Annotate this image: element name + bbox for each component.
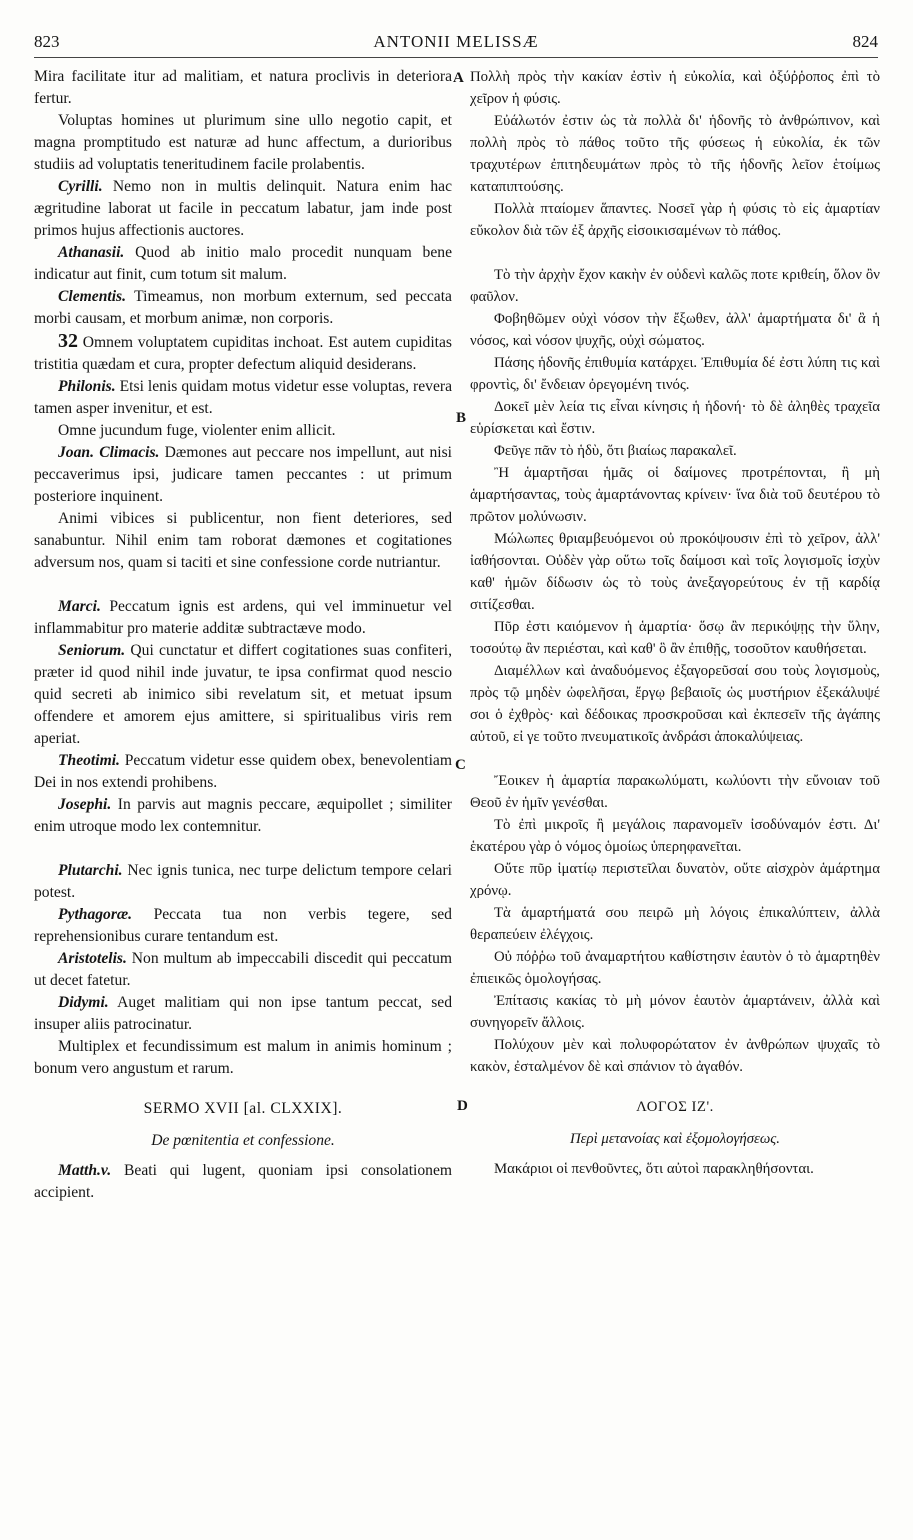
latin-paragraph: Philonis. Etsi lenis quidam motus videtur esse voluptas, revera tamen asper invenitur, et est.: [34, 378, 453, 417]
margin-letter-c: C: [455, 757, 466, 773]
author-citation: Plutarchi.: [58, 862, 123, 879]
section-number: 32: [58, 330, 78, 352]
page-number-left: 823: [34, 32, 60, 51]
latin-paragraph: Aristotelis. Non multum ab impeccabili discedit qui peccatum ut decet fatetur.: [34, 950, 452, 989]
author-citation: Josephi.: [58, 796, 112, 813]
author-citation: Matth.v.: [58, 1162, 112, 1179]
author-citation: Marci.: [58, 598, 101, 615]
greek-paragraph: Δοκεῖ μὲν λεία τις εἶναι κίνησις ἡ ἡδονή· τὸ δὲ ἀληθὲς τραχεῖα εὑρίσκεται καὶ ἔστιν.: [470, 399, 880, 437]
latin-paragraph: Theotimi. Peccatum videtur esse quidem obex, benevolentiam Dei in nos extendi prohibens.: [34, 752, 452, 791]
latin-paragraph: Marci. Peccatum ignis est ardens, qui vel imminuetur vel inflammabitur pro materie additæ subtractæve modo.: [34, 598, 452, 637]
greek-column: [470, 66, 880, 1180]
greek-paragraph: Διαμέλλων καὶ ἀναδυόμενος ἐξαγορεῦσαί σου τοὺς λογισμοὺς, πρὸς τῷ μηδὲν ὠφελῆσαι, ἔργῳ βεβαιοῖς ὡς μυστήριον ἐξεκάλυψέ σοι ὁ ἐχθρὸς· καὶ δέδοικας προσκροῦσαι καὶ ἐκπεσεῖν τῆς ἀγάπης αὐτοῦ, εἰ γε τοῦτο πνευματικοῖς ἀνδράσι ἀποκαλύψειας.: [470, 663, 880, 745]
latin-paragraph: Mira facilitate itur ad malitiam, et natura proclivis in deteriora fertur.: [34, 68, 452, 107]
latin-paragraph: 32 Omnem voluptatem cupiditas inchoat. Est autem cupiditas tristitia quædam et cura, propter defectum aliquid desiderans.: [34, 330, 452, 373]
latin-paragraph: Seniorum. Qui cunctatur et differt cogitationes suas confiteri, præter id quod nihil inde juvatur, te ipsa confirmat quod nescio quid secreti ab inimico sibi revelatum sit, et metuat ipsum offendere et amorem ejus amittere, si spiritualibus viris rem aperiat.: [34, 642, 452, 747]
author-citation: Joan. Climacis.: [58, 444, 160, 461]
latin-paragraph: Multiplex et fecundissimum est malum in animis hominum ; bonum vero angustum et rarum.: [34, 1038, 452, 1077]
greek-paragraph: Τὸ ἐπὶ μικροῖς ἢ μεγάλοις παρανομεῖν ἰσοδύναμόν ἐστι. Δι' ἑκατέρου γὰρ ὁ νόμος ὁμοίως ὑπερηφανεῖται.: [470, 817, 880, 855]
greek-paragraph: Πολύχουν μὲν καὶ πολυφορώτατον ἐν ἀνθρώπων ψυχαῖς τὸ κακὸν, ἐσταλμένον δὲ καὶ σπάνιον τὸ ἀγαθόν.: [470, 1037, 880, 1075]
greek-paragraph: Μακάριοι οἱ πενθοῦντες, ὅτι αὐτοὶ παρακληθήσονται.: [494, 1161, 814, 1177]
author-citation: Aristotelis.: [58, 950, 127, 967]
latin-paragraph: Joan. Climacis. Dæmones aut peccare nos impellunt, aut nisi peccaverimus ipsi, judicare tamen peccantes : ut primum posteriore inquinent.: [34, 444, 452, 505]
author-citation: Pythagoræ.: [58, 906, 133, 923]
latin-paragraph: Voluptas homines ut plurimum sine ullo negotio capit, et magna promptitudo est naturæ ad hunc affectum, a durioribus studiis ad voluptatis teneritudinem facile prolabentis.: [34, 112, 452, 173]
sermon-heading: SERMO XVII [al. CLXXIX].: [143, 1100, 343, 1117]
author-citation: Athanasii.: [58, 244, 125, 261]
latin-paragraph: Clementis. Timeamus, non morbum externum, sed peccata morbi causam, et morbum animæ, non corporis.: [34, 288, 452, 327]
greek-paragraph: Πολλὴ πρὸς τὴν κακίαν ἐστὶν ἡ εὐκολία, καὶ ὀξύῤῥοπος ἐπὶ τὸ χεῖρον ἡ φύσις.: [470, 69, 880, 107]
greek-paragraph: Εὐάλωτόν ἐστιν ὡς τὰ πολλὰ δι' ἡδονῆς τὸ ἀνθρώπινον, καὶ πολλὴ πρὸς τὸ πάθος τοῦτο τῆς φύσεως ἡ εὐκολία, ἐκ τῶν τραχυτέρων ἐπιτηδευμάτων πρὸς τὸ τῆς ἡδονῆς λεῖον ἑτοίμως καταπιπτούσης.: [470, 113, 880, 195]
greek-paragraph: Φεῦγε πᾶν τὸ ἡδὺ, ὅτι βιαίως παρακαλεῖ.: [494, 443, 737, 459]
header-rule: [34, 57, 878, 58]
greek-paragraph: Οὐ πόῤῥω τοῦ ἀναμαρτήτου καθίστησιν ἑαυτὸν ὁ τὸ ἁμαρτηθὲν ἐπιεικῶς ὁμολογήσας.: [470, 949, 880, 987]
latin-paragraph: Animi vibices si publicentur, non fient deteriores, sed sanabuntur. Nihil enim tam roborat dæmones et cogitationes adversum nos, quam si taciti et sine confessione corde nutriantur.: [34, 510, 452, 571]
author-citation: Theotimi.: [58, 752, 120, 769]
greek-paragraph: Τὰ ἁμαρτήματά σου πειρῶ μὴ λόγοις ἐπικαλύπτειν, ἀλλὰ θεραπεύειν ἐλέγχοις.: [470, 905, 880, 943]
greek-paragraph: Πολλὰ πταίομεν ἅπαντες. Νοσεῖ γὰρ ἡ φύσις τὸ εἰς ἁμαρτίαν εὔκολον διὰ τῶν ἐξ ἀρχῆς εἰσοικισαμένων τὸ πάθος.: [470, 201, 880, 239]
latin-paragraph: Pythagoræ. Peccata tua non verbis tegere, sed reprehensionibus curare tentandum est.: [34, 906, 452, 945]
greek-paragraph: Πάσης ἡδονῆς ἐπιθυμία κατάρχει. Ἐπιθυμία δέ ἐστι λύπη τις καὶ φροντὶς, δι' ἔνδειαν ὀρεγομένη τινός.: [470, 355, 880, 393]
latin-paragraph: Matth.v. Beati qui lugent, quoniam ipsi consolationem accipient.: [34, 1162, 452, 1201]
greek-paragraph: Φοβηθῶμεν οὐχὶ νόσον τὴν ἔξωθεν, ἀλλ' ἁμαρτήματα δι' ἃ ἡ νόσος, καὶ νόσον ψυχῆς, οὐχὶ σώματος.: [470, 311, 880, 349]
page-number-right: 824: [852, 32, 878, 51]
greek-paragraph: Οὔτε πῦρ ἱματίῳ περιστεῖλαι δυνατὸν, οὔτε αἰσχρὸν ἁμάρτημα χρόνῳ.: [470, 861, 880, 899]
margin-letter-a: A: [453, 70, 464, 86]
greek-paragraph: Μώλωπες θριαμβευόμενοι οὐ προκόψουσιν ἐπὶ τὸ χεῖρον, ἀλλ' ἰαθήσονται. Οὐδὲν γὰρ οὕτω τοῖς δαίμοσι καὶ τοῖς λογισμοῖς ἰσχὺν καθ' ἡμῶν δίδωσιν ὡς τὸ τοὺς ἀνεξαγορεύτους ἐν τῇ καρδίᾳ σιτίζεσθαι.: [470, 531, 880, 613]
author-citation: Didymi.: [58, 994, 109, 1011]
page-header: [34, 32, 878, 58]
latin-paragraph: Josephi. In parvis aut magnis peccare, æquipollet ; similiter enim utroque modo lex contemnitur.: [34, 796, 452, 835]
margin-letter-b: B: [456, 410, 467, 426]
latin-paragraph: Didymi. Auget malitiam qui non ipse tantum peccat, sed insuper aliis patrocinatur.: [34, 994, 452, 1033]
greek-paragraph: Ἔοικεν ἡ ἁμαρτία παρακωλύματι, κωλύοντι τὴν εὔνοιαν τοῦ Θεοῦ ἐν ἡμῖν γενέσθαι.: [470, 773, 880, 811]
sermon-subtitle: Περὶ μετανοίας καὶ ἐξομολογήσεως.: [569, 1131, 780, 1147]
running-title: ANTONII MELISSÆ: [373, 32, 539, 51]
latin-column: [34, 66, 452, 1204]
latin-paragraph: Plutarchi. Nec ignis tunica, nec turpe delictum tempore celari potest.: [34, 862, 452, 901]
author-citation: Seniorum.: [58, 642, 126, 659]
author-citation: Clementis.: [58, 288, 127, 305]
author-citation: Cyrilli.: [58, 178, 103, 195]
latin-paragraph: Athanasii. Quod ab initio malo procedit nunquam bene indicatur aut finit, cum totum sit malum.: [34, 244, 452, 283]
margin-letter-d: D: [457, 1098, 468, 1114]
greek-paragraph: Πῦρ ἐστι καιόμενον ἡ ἁμαρτία· ὅσῳ ἂν περικόψῃς τὴν ὕλην, τοσούτῳ ἂν περιέσται, καὶ καθ' ὃ ἂν ἐπιθῇς, τοσοῦτον καυθήσεται.: [470, 619, 880, 657]
greek-paragraph: Ἢ ἁμαρτῆσαι ἡμᾶς οἱ δαίμονες προτρέπονται, ἢ μὴ ἁμαρτήσαντας, τοὺς ἁμαρτάνοντας κρίνειν· ἵνα διὰ τοῦ δευτέρου τὸ πρῶτον μολύνωσιν.: [470, 465, 880, 525]
greek-paragraph: Τὸ τὴν ἀρχὴν ἔχον κακὴν ἐν οὐδενὶ καλῶς ποτε κριθείη, ὅλον ὂν φαῦλον.: [470, 267, 880, 305]
latin-paragraph: Omne jucundum fuge, violenter enim allicit.: [58, 422, 336, 439]
sermon-subtitle: De pœnitentia et confessione.: [151, 1132, 335, 1149]
author-citation: Philonis.: [58, 378, 116, 395]
greek-paragraph: Ἐπίτασις κακίας τὸ μὴ μόνον ἑαυτὸν ἁμαρτάνειν, ἀλλὰ καὶ συνηγορεῖν ἄλλοις.: [470, 993, 880, 1031]
latin-paragraph: Cyrilli. Nemo non in multis delinquit. Natura enim hac ægritudine laborat ut facile in peccatum labatur, jam inde post primos hujus affectionis auctores.: [34, 178, 452, 239]
sermon-heading: ΛΟΓΟΣ ΙΖ'.: [636, 1099, 714, 1115]
